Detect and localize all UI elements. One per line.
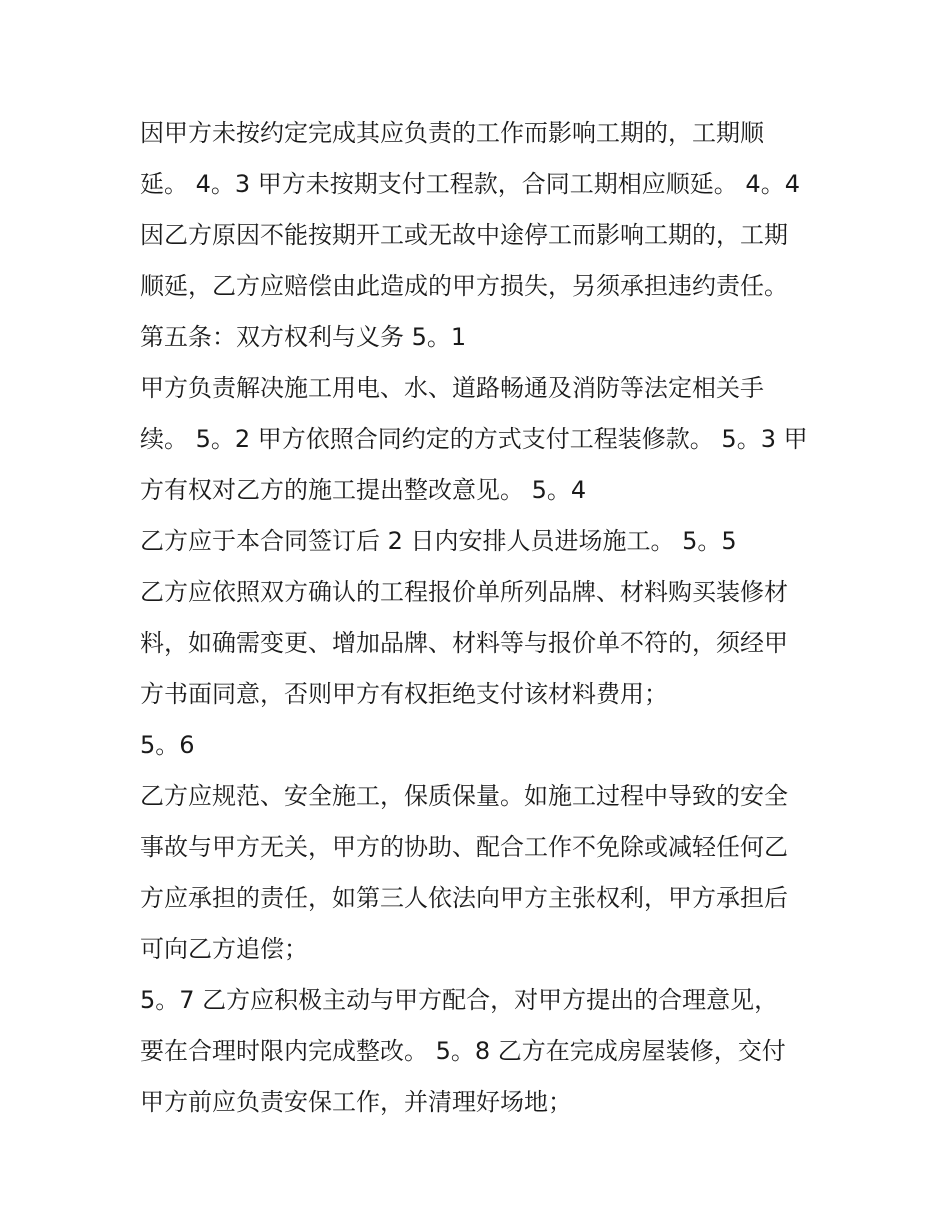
text-line-17: 可向乙方追偿； [140,935,308,963]
text-line-15: 事故与甲方无关，甲方的协助、配合工作不免除或减轻任何乙 [140,833,788,861]
section-heading-article-5: 第五条：双方权利与义务 5。1 [140,323,467,351]
text-line-2: 延。 4。3 甲方未按期支付工程款，合同工期相应顺延。 4。4 [140,170,800,198]
text-line-3: 因乙方原因不能按期开工或无故中途停工而影响工期的，工期 [140,221,788,249]
text-line-12: 方书面同意，否则甲方有权拒绝支付该材料费用； [140,680,668,708]
text-line-1: 因甲方未按约定完成其应负责的工作而影响工期的，工期顺 [140,119,764,147]
text-line-7: 续。 5。2 甲方依照合同约定的方式支付工程装修款。 5。3 甲 [140,425,808,453]
text-line-11: 料，如确需变更、增加品牌、材料等与报价单不符的，须经甲 [140,629,788,657]
text-line-16: 方应承担的责任，如第三人依法向甲方主张权利，甲方承担后 [140,884,788,912]
text-line-19: 要在合理时限内完成整改。 5。8 乙方在完成房屋装修，交付 [140,1037,786,1065]
text-line-14: 乙方应规范、安全施工，保质保量。如施工过程中导致的安全 [140,782,788,810]
text-line-10: 乙方应依照双方确认的工程报价单所列品牌、材料购买装修材 [140,578,788,606]
text-line-20: 甲方前应负责安保工作，并清理好场地； [140,1088,572,1116]
clause-number-5-6: 5。6 [140,731,195,759]
text-line-6: 甲方负责解决施工用电、水、道路畅通及消防等法定相关手 [140,374,764,402]
text-line-9: 乙方应于本合同签订后 2 日内安排人员进场施工。 5。5 [140,527,737,555]
document-body [140,108,830,1128]
text-line-8: 方有权对乙方的施工提出整改意见。 5。4 [140,476,587,504]
text-line-18: 5。7 乙方应积极主动与甲方配合，对甲方提出的合理意见， [140,986,779,1014]
text-line-4: 顺延，乙方应赔偿由此造成的甲方损失，另须承担违约责任。 [140,272,788,300]
